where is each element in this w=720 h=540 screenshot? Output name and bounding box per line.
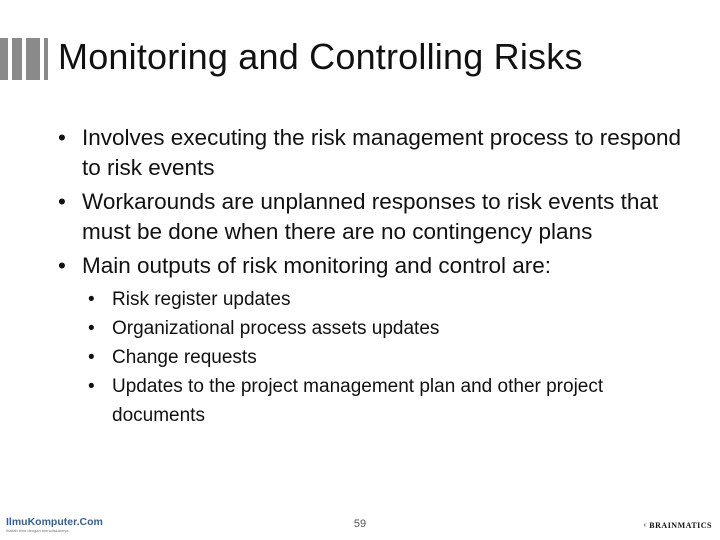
bullet-text: Main outputs of risk monitoring and control are: [82, 253, 551, 278]
bullet-dot: • [88, 289, 95, 310]
title-accent-bars [0, 38, 48, 80]
brainmatics-logo [644, 516, 712, 534]
sub-bullet-item [88, 314, 696, 343]
bullet-item [56, 251, 696, 281]
bullet-item [56, 187, 696, 247]
accent-bar [0, 38, 8, 80]
slide-body [56, 123, 696, 430]
bullet-text: Workarounds are unplanned responses to risk events that must be done when there are no contingency plans [82, 189, 659, 244]
bullet-dot: • [88, 347, 95, 368]
sub-bullet-text: Risk register updates [112, 289, 291, 310]
sub-bullet-item [88, 343, 696, 372]
bullet-dot: • [88, 376, 95, 397]
bullet-text: Involves executing the risk management process to respond to risk events [82, 125, 682, 180]
bullet-dot: • [88, 318, 95, 339]
ilmukomputer-logo-tagline: Ikatlah ilmu dengan menuliskannya [6, 528, 69, 533]
sub-bullet-item [88, 285, 696, 314]
sub-bullet-text: Organizational process assets updates [112, 318, 440, 339]
bullet-dot: • [58, 253, 66, 278]
accent-bar [12, 38, 22, 80]
slide-title: Monitoring and Controlling Risks [58, 36, 583, 77]
brainmatics-logo-text: BRAINMATICS [649, 520, 712, 530]
accent-bar [44, 38, 48, 80]
sub-bullet-list [56, 285, 696, 430]
ilmukomputer-logo-text: IlmuKomputer.Com [6, 516, 103, 528]
bullet-item [56, 123, 696, 183]
ilmukomputer-logo [6, 516, 103, 534]
sub-bullet-text: Change requests [112, 347, 257, 368]
accent-bar [26, 38, 40, 80]
sub-bullet-text: Updates to the project management plan and other project documents [112, 376, 604, 426]
sub-bullet-item [88, 372, 696, 430]
brainmatics-logo-mark [644, 516, 647, 534]
bullet-dot: • [58, 189, 66, 214]
page-number: 59 [353, 518, 367, 530]
bullet-dot: • [58, 125, 66, 150]
